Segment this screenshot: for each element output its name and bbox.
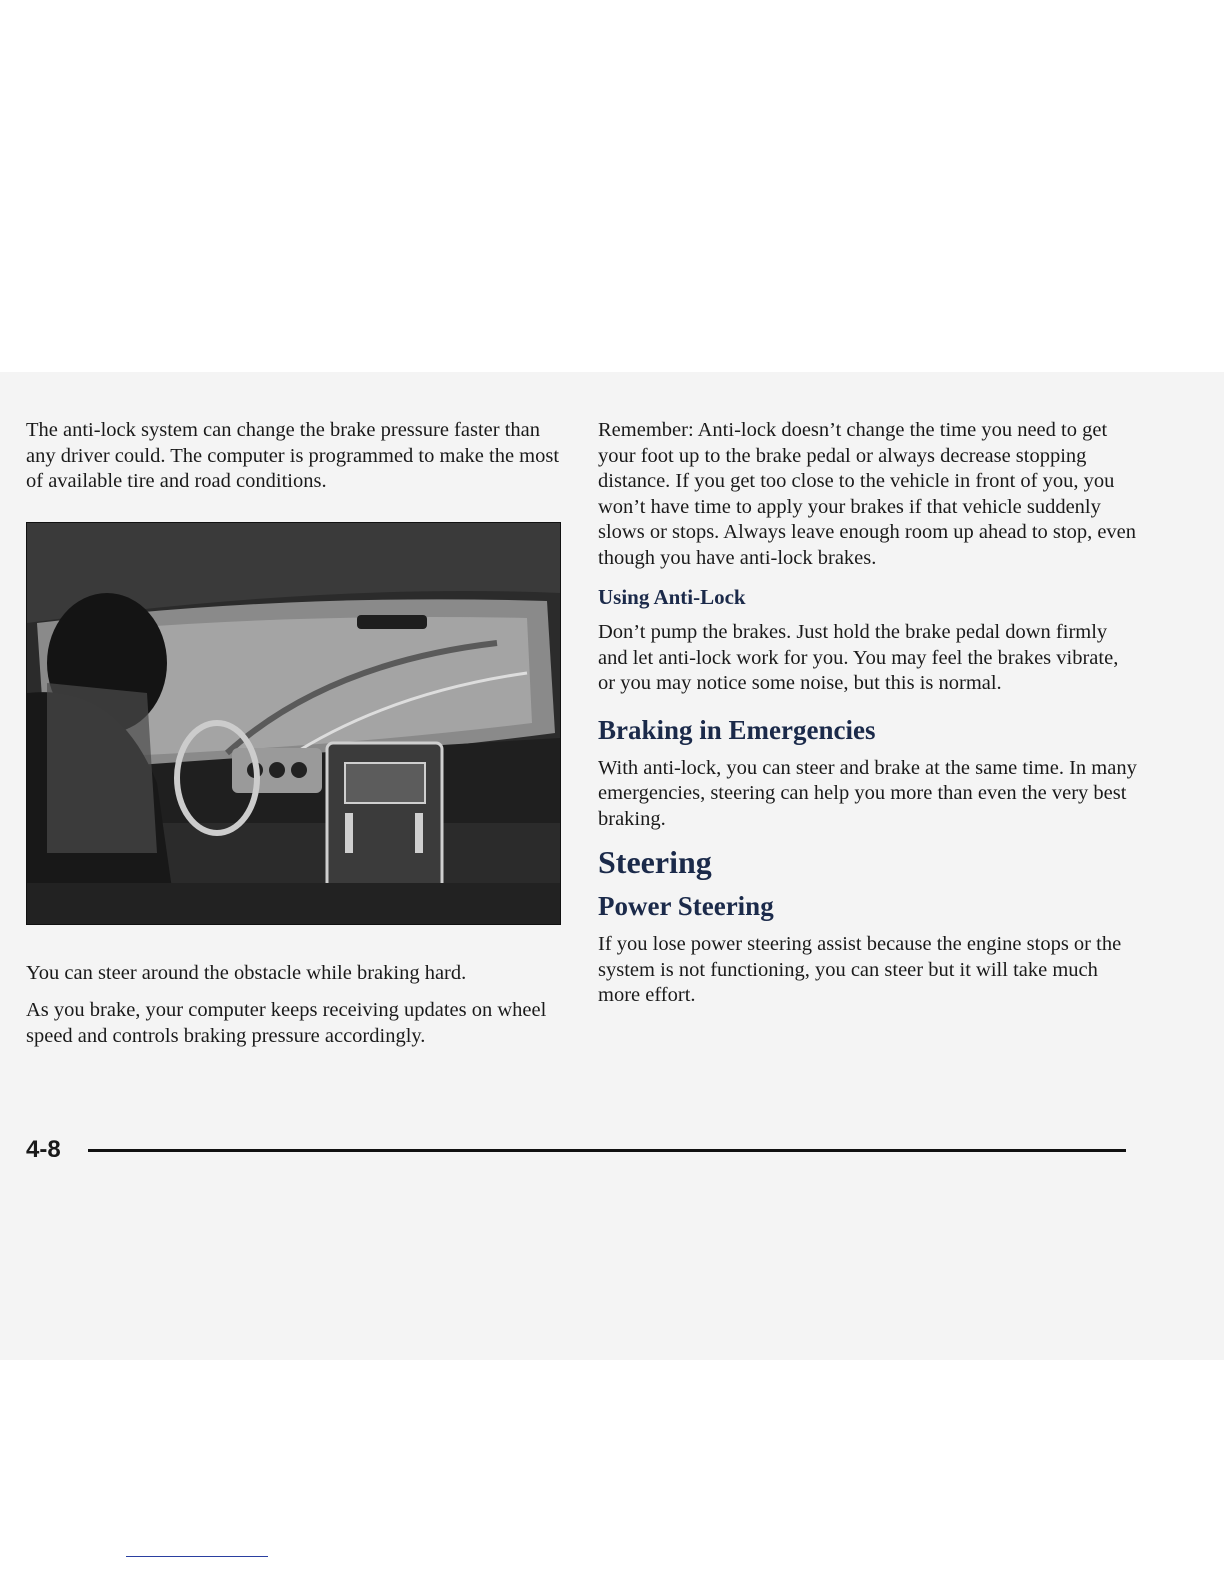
- intro-paragraph: The anti-lock system can change the brake pressure faster than any driver could. The computer is programmed to make the most of available tire and road conditions.: [26, 419, 560, 492]
- heading-braking-emergencies: Braking in Emergencies: [598, 714, 876, 745]
- page-number: 4-8: [26, 1136, 61, 1163]
- left-paragraph-2: As you brake, your computer keeps receiving updates on wheel speed and controls braking pressure accordingly.: [26, 999, 547, 1047]
- power-steering-paragraph: If you lose power steering assist because the engine stops or the system is not functioning, you can steer but it will take much more effort.: [598, 933, 1122, 1006]
- driver-illustration-drawing: [27, 523, 560, 924]
- heading-using-anti-lock: Using Anti-Lock: [598, 585, 746, 609]
- using-anti-lock-paragraph: Don’t pump the brakes. Just hold the brake pedal down firmly and let anti-lock work for you. You may feel the brakes vibrate, or you may notice some noise, but this is normal.: [598, 621, 1119, 694]
- driver-illustration: [26, 522, 561, 925]
- braking-emergencies-paragraph: With anti-lock, you can steer and brake at the same time. In many emergencies, steering can help you more than even the very best braking.: [598, 756, 1137, 830]
- heading-steering: Steering: [598, 844, 712, 880]
- bottom-link-line: [126, 1556, 268, 1557]
- left-column: [26, 418, 566, 1049]
- right-paragraph-1: Remember: Anti-lock doesn’t change the time you need to get your foot up to the brake pedal or always decrease stopping distance. If you get too close to the vehicle in front of you, you won’t have time to apply your brakes if that vehicle suddenly slows or stops. Always leave enough room up ahead to stop, even though you have anti-lock brakes.: [598, 419, 1137, 569]
- figure-caption: You can steer around the obstacle while braking hard.: [26, 961, 467, 984]
- right-column: [598, 418, 1138, 1021]
- footer-rule: [88, 1149, 1126, 1152]
- heading-power-steering: Power Steering: [598, 891, 774, 921]
